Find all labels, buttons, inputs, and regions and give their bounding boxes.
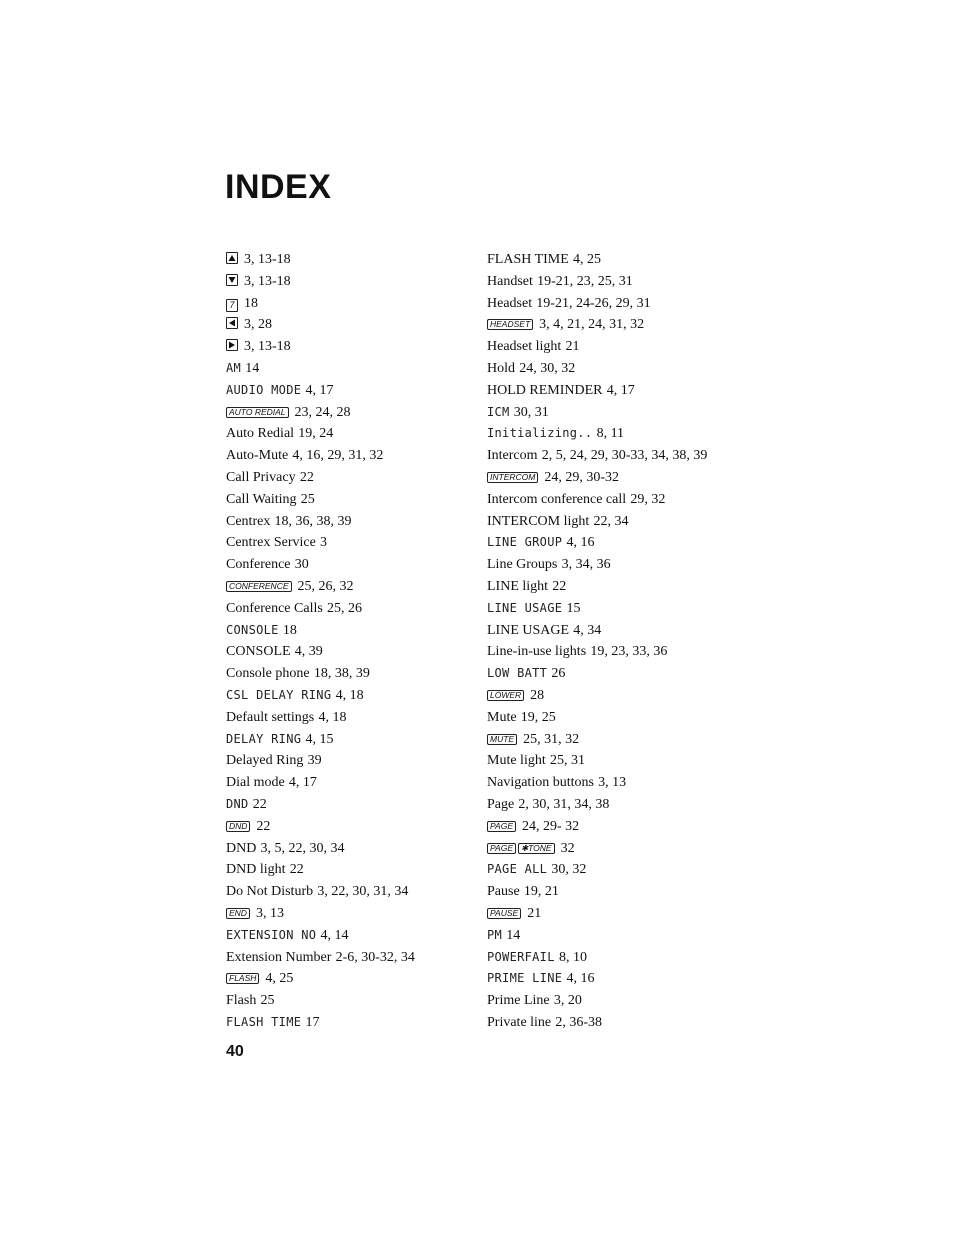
index-entry — [487, 620, 737, 642]
index-entry — [487, 990, 737, 1012]
index-term: CONSOLE — [226, 644, 291, 660]
index-entry — [226, 271, 466, 293]
page-refs: 19, 23, 33, 36 — [590, 644, 668, 660]
index-entry — [487, 489, 737, 511]
index-entry — [226, 402, 466, 424]
index-term: Conference Calls — [226, 600, 323, 616]
page-refs: 29, 32 — [630, 491, 666, 507]
index-entry — [226, 620, 466, 642]
page-refs: 3, 13-18 — [244, 339, 291, 355]
index-term: LOW BATT — [487, 666, 548, 681]
page-refs: 4, 16 — [566, 535, 595, 551]
page-refs: 3, 13 — [255, 905, 284, 921]
index-entry — [226, 859, 466, 881]
index-term: Initializing.. — [487, 426, 593, 441]
index-entry — [226, 750, 466, 772]
index-term: Conference — [226, 557, 291, 573]
index-entry — [487, 554, 737, 576]
page-refs: 22 — [299, 469, 314, 485]
index-term: POWERFAIL — [487, 949, 555, 964]
page-refs: 23, 24, 28 — [294, 404, 351, 420]
index-term: Mute light — [487, 753, 546, 769]
index-entry — [226, 729, 466, 751]
index-term: DND light — [226, 862, 286, 878]
index-term: FLASH TIME — [487, 252, 569, 267]
page-refs: 24, 29, 30-32 — [544, 469, 620, 485]
key-label: PAGE — [487, 843, 516, 854]
page-refs: 30, 31 — [513, 404, 549, 420]
page-refs: 22 — [256, 818, 271, 834]
index-term: PAGE ALL — [487, 862, 548, 877]
page-refs: 3, 5, 22, 30, 34 — [260, 840, 345, 856]
index-term: LINE USAGE — [487, 600, 563, 615]
index-entry — [487, 423, 737, 445]
index-term: AM — [226, 360, 242, 375]
index-term: PRIME LINE — [487, 971, 563, 986]
page-refs: 3 — [320, 535, 327, 551]
key-label: HEADSET — [487, 319, 533, 330]
index-entry — [226, 380, 466, 402]
index-term: PM — [487, 927, 503, 942]
index-entry — [226, 445, 466, 467]
index-entry — [226, 467, 466, 489]
page-refs: 19, 24 — [298, 426, 334, 442]
index-entry — [487, 968, 737, 990]
index-entry — [226, 881, 466, 903]
index-entry — [487, 816, 737, 838]
index-entry — [487, 532, 737, 554]
index-entry — [487, 358, 737, 380]
key-label: LOWER — [487, 690, 524, 701]
down-arrow-key-icon — [226, 274, 238, 286]
index-entry — [487, 249, 737, 271]
page-refs: 25 — [260, 993, 275, 1009]
page-refs: 3, 13-18 — [244, 273, 291, 289]
index-entry — [226, 707, 466, 729]
index-term: Delayed Ring — [226, 753, 304, 769]
page-refs: 25, 26, 32 — [297, 578, 354, 594]
index-term: Call Waiting — [226, 491, 297, 507]
page-refs: 19, 25 — [520, 709, 556, 725]
page-refs: 19-21, 23, 25, 31 — [537, 273, 633, 289]
index-entry — [226, 336, 466, 358]
page-refs: 26 — [551, 666, 566, 682]
page-refs: 4, 34 — [573, 622, 602, 638]
page-refs: 19, 21 — [523, 884, 559, 900]
page-refs: 4, 16, 29, 31, 32 — [292, 448, 384, 464]
key-label: PAUSE — [487, 908, 521, 919]
index-term: Headset light — [487, 339, 562, 355]
page-refs: 4, 17 — [606, 382, 635, 398]
index-term: CSL DELAY RING — [226, 687, 332, 702]
index-entry — [226, 1012, 466, 1034]
page-refs: 4, 25 — [573, 252, 602, 267]
key-label: END — [226, 908, 250, 919]
page-refs: 22 — [252, 796, 267, 812]
index-entry — [487, 772, 737, 794]
index-entry — [226, 532, 466, 554]
page-refs: 24, 30, 32 — [519, 360, 576, 376]
index-term: Page — [487, 796, 515, 812]
page-refs: 3, 22, 30, 31, 34 — [317, 884, 409, 900]
index-term: Default settings — [226, 709, 315, 725]
index-entry — [226, 838, 466, 860]
index-entry — [487, 598, 737, 620]
key-label: DND — [226, 821, 250, 832]
up-arrow-key-icon — [226, 252, 238, 264]
index-term: Intercom conference call — [487, 491, 627, 507]
index-entry — [226, 968, 466, 990]
page-refs: 4, 39 — [294, 644, 323, 660]
page-refs: 4, 18 — [318, 709, 347, 725]
index-entry — [487, 794, 737, 816]
page-refs: 24, 29- 32 — [522, 818, 580, 834]
index-entry — [487, 271, 737, 293]
page-refs: 22 — [552, 578, 567, 594]
index-term: Auto-Mute — [226, 448, 289, 464]
page-refs: 28 — [530, 687, 545, 703]
index-entry — [487, 467, 737, 489]
index-term: Flash — [226, 993, 257, 1009]
index-entry — [487, 925, 737, 947]
index-entry — [226, 903, 466, 925]
index-entry — [226, 314, 466, 336]
page-refs: 4, 15 — [305, 731, 334, 747]
page-refs: 2-6, 30-32, 34 — [335, 949, 415, 965]
page-refs: 4, 16 — [566, 971, 595, 987]
page-refs: 3, 34, 36 — [561, 557, 611, 573]
index-entry — [487, 402, 737, 424]
index-entry — [226, 358, 466, 380]
page-refs: 4, 18 — [335, 687, 364, 703]
index-entry — [226, 990, 466, 1012]
page-refs: 39 — [307, 753, 322, 769]
page-refs: 22, 34 — [593, 513, 629, 529]
index-term: Handset — [487, 273, 533, 289]
key-label: ✱TONE — [518, 843, 555, 854]
page-refs: 30 — [294, 557, 309, 573]
left-arrow-key-icon — [226, 317, 238, 329]
index-term: LINE USAGE — [487, 622, 570, 638]
index-entry — [226, 293, 466, 315]
page-refs: 14 — [245, 360, 260, 376]
index-entry — [226, 554, 466, 576]
index-term: CONSOLE — [226, 622, 279, 637]
index-term: Hold — [487, 360, 515, 376]
index-entry — [487, 1012, 737, 1034]
key-label: INTERCOM — [487, 472, 538, 483]
key-label: PAGE — [487, 821, 516, 832]
page-refs: 25, 31 — [549, 753, 585, 769]
page-refs: 3, 13 — [598, 775, 627, 791]
index-entry — [226, 423, 466, 445]
index-entry — [487, 511, 737, 533]
page-refs: 8, 10 — [558, 949, 587, 965]
page-refs: 18, 38, 39 — [313, 666, 370, 682]
page-refs: 25, 26 — [327, 600, 362, 616]
index-term: Auto Redial — [226, 426, 295, 442]
page-refs: 2, 30, 31, 34, 38 — [518, 796, 610, 812]
index-term: Line Groups — [487, 557, 558, 573]
key-label: AUTO REDIAL — [226, 407, 289, 418]
index-entry — [487, 947, 737, 969]
page-refs: 14 — [506, 927, 521, 943]
index-term: AUDIO MODE — [226, 382, 302, 397]
page-refs: 19-21, 24-26, 29, 31 — [536, 295, 651, 311]
index-entry — [226, 663, 466, 685]
key-label: MUTE — [487, 734, 517, 745]
page-refs: 3, 20 — [553, 993, 582, 1009]
index-entry — [487, 293, 737, 315]
index-entry — [226, 511, 466, 533]
index-entry — [487, 336, 737, 358]
index-term: DND — [226, 840, 257, 856]
page-refs: 21 — [565, 339, 580, 355]
page-refs: 3, 4, 21, 24, 31, 32 — [539, 317, 645, 333]
index-term: Console phone — [226, 666, 310, 682]
index-term: FLASH TIME — [226, 1014, 302, 1029]
index-term: Line-in-use lights — [487, 644, 587, 660]
page-refs: 22 — [289, 862, 304, 878]
index-term: Call Privacy — [226, 469, 296, 485]
page-refs: 15 — [566, 600, 581, 616]
index-entry — [487, 750, 737, 772]
page-refs: 2, 36-38 — [555, 1014, 603, 1030]
page-refs: 4, 25 — [265, 971, 294, 987]
index-term: Private line — [487, 1014, 552, 1030]
page-refs: 21 — [527, 905, 542, 921]
page-refs: 3, 13-18 — [244, 252, 291, 267]
index-term: Do Not Disturb — [226, 884, 314, 900]
index-term: Prime Line — [487, 993, 550, 1009]
index-term: ICM — [487, 404, 510, 419]
right-arrow-key-icon — [226, 339, 238, 351]
page-refs: 2, 5, 24, 29, 30-33, 34, 38, 39 — [541, 448, 708, 464]
page-refs: 25, 31, 32 — [523, 731, 580, 747]
digit-key: 7 — [226, 299, 238, 312]
index-term: Headset — [487, 295, 533, 311]
index-term: LINE light — [487, 578, 549, 594]
index-term: Navigation buttons — [487, 775, 594, 791]
page-refs: 18 — [244, 295, 258, 311]
index-term: Intercom — [487, 448, 538, 464]
index-entry — [487, 859, 737, 881]
index-column-left — [226, 249, 466, 1034]
page-refs: 18 — [282, 622, 297, 638]
page-refs: 18, 36, 38, 39 — [274, 513, 352, 529]
index-entry — [487, 903, 737, 925]
page-refs: 8, 11 — [596, 426, 625, 442]
index-entry — [487, 445, 737, 467]
index-term: DELAY RING — [226, 731, 302, 746]
index-entry — [487, 881, 737, 903]
index-term: Centrex — [226, 513, 271, 529]
index-entry — [226, 641, 466, 663]
index-term: Pause — [487, 884, 520, 900]
page-refs: 4, 17 — [288, 775, 317, 791]
index-entry — [487, 685, 737, 707]
page-refs: 4, 17 — [305, 382, 334, 398]
index-term: HOLD REMINDER — [487, 382, 603, 398]
index-term: Mute — [487, 709, 517, 725]
index-term: LINE GROUP — [487, 535, 563, 550]
page-title: INDEX — [225, 168, 332, 206]
index-entry — [487, 838, 737, 860]
page-refs: 3, 28 — [244, 317, 272, 333]
index-entry — [487, 729, 737, 751]
index-term: DND — [226, 796, 249, 811]
index-term: Centrex Service — [226, 535, 316, 551]
index-entry — [226, 947, 466, 969]
page-refs: 17 — [305, 1014, 320, 1030]
page-refs: 30, 32 — [551, 862, 587, 878]
index-entry — [487, 314, 737, 336]
index-entry — [487, 576, 737, 598]
page-number: 40 — [226, 1043, 244, 1060]
index-term: INTERCOM light — [487, 513, 590, 529]
index-entry — [226, 598, 466, 620]
index-entry — [226, 925, 466, 947]
key-label: FLASH — [226, 973, 259, 984]
page-refs: 32 — [560, 840, 575, 856]
index-entry — [226, 816, 466, 838]
index-term: Dial mode — [226, 775, 285, 791]
index-entry — [226, 576, 466, 598]
index-entry — [487, 663, 737, 685]
page-refs: 25 — [300, 491, 315, 507]
index-column-right — [487, 249, 737, 1034]
index-entry — [226, 489, 466, 511]
index-term: Extension Number — [226, 949, 332, 965]
index-entry — [487, 707, 737, 729]
index-term: EXTENSION NO — [226, 927, 317, 942]
page-refs: 4, 14 — [320, 927, 349, 943]
index-entry — [487, 641, 737, 663]
index-entry — [487, 380, 737, 402]
key-label: CONFERENCE — [226, 581, 292, 592]
index-entry — [226, 249, 466, 271]
index-entry — [226, 685, 466, 707]
index-entry — [226, 772, 466, 794]
index-entry — [226, 794, 466, 816]
